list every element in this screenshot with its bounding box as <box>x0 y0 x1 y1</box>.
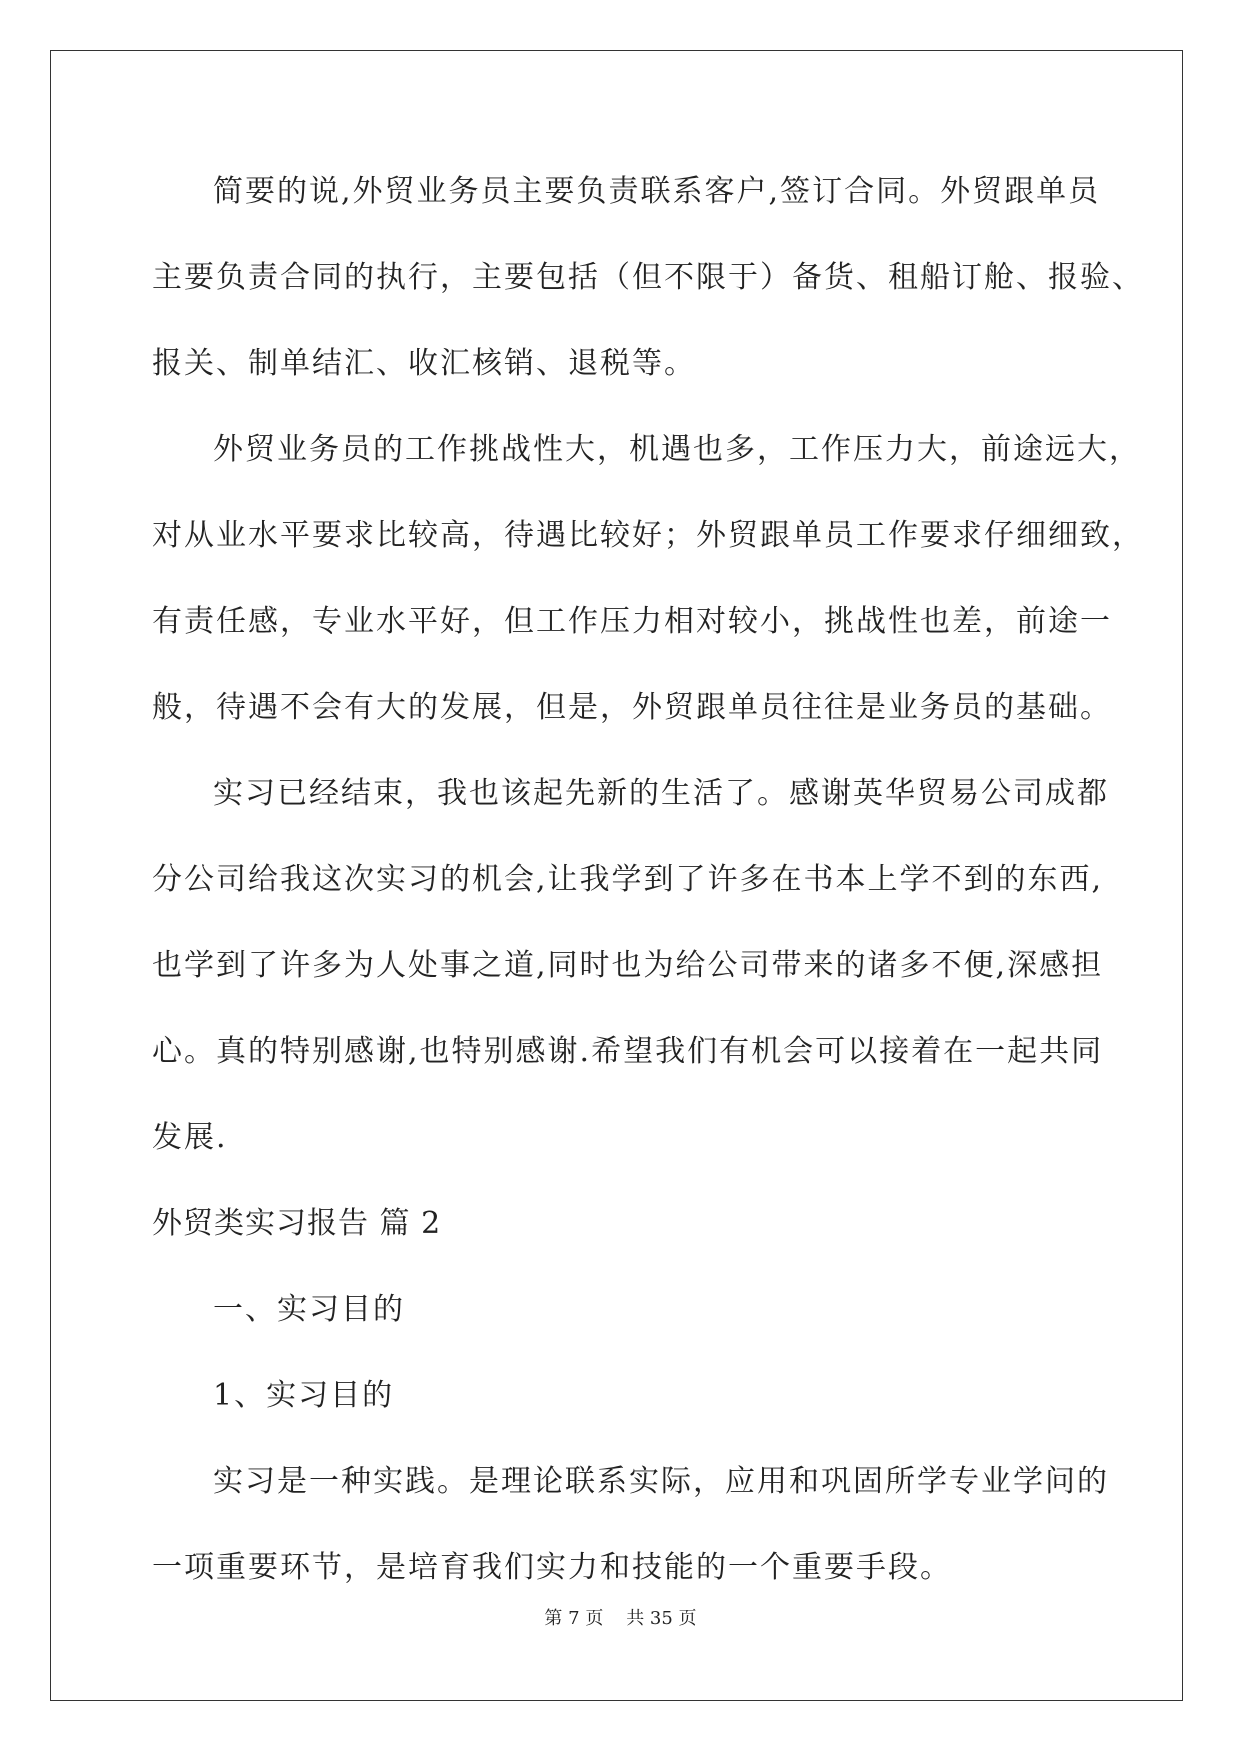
paragraph-line: 也学到了许多为人处事之道,同时也为给公司带来的诸多不便,深感担 <box>152 948 1104 983</box>
subheading: 一、实习目的 <box>213 1292 405 1327</box>
paragraph-line: 分公司给我这次实习的机会,让我学到了许多在书本上学不到的东西, <box>152 862 1104 897</box>
subheading: 1、实习目的 <box>213 1378 395 1413</box>
paragraph-line: 对从业水平要求比较高，待遇比较好；外贸跟单员工作要求仔细细致， <box>152 518 1144 553</box>
paragraph-line: 实习已经结束，我也该起先新的生活了。感谢英华贸易公司成都 <box>213 776 1109 811</box>
paragraph-line: 发展. <box>152 1120 228 1155</box>
paragraph-line: 报关、制单结汇、收汇核销、退税等。 <box>152 346 696 381</box>
section-heading: 外贸类实习报告 篇 2 <box>152 1206 442 1241</box>
paragraph-line: 般，待遇不会有大的发展，但是，外贸跟单员往往是业务员的基础。 <box>152 690 1112 725</box>
paragraph-line: 外贸业务员的工作挑战性大，机遇也多，工作压力大，前途远大， <box>213 432 1141 467</box>
paragraph-line: 心。真的特别感谢,也特别感谢.希望我们有机会可以接着在一起共同 <box>152 1034 1104 1069</box>
paragraph-line: 主要负责合同的执行，主要包括（但不限于）备货、租船订舱、报验、 <box>152 260 1144 295</box>
paragraph-line: 简要的说,外贸业务员主要负责联系客户,签订合同。外贸跟单员 <box>213 174 1101 209</box>
paragraph-line: 一项重要环节，是培育我们实力和技能的一个重要手段。 <box>152 1550 952 1585</box>
paragraph-line: 有责任感，专业水平好，但工作压力相对较小，挑战性也差，前途一 <box>152 604 1112 639</box>
paragraph-line: 实习是一种实践。是理论联系实际，应用和巩固所学专业学问的 <box>213 1464 1109 1499</box>
page-footer: 第 7 页 共 35 页 <box>544 1608 697 1629</box>
